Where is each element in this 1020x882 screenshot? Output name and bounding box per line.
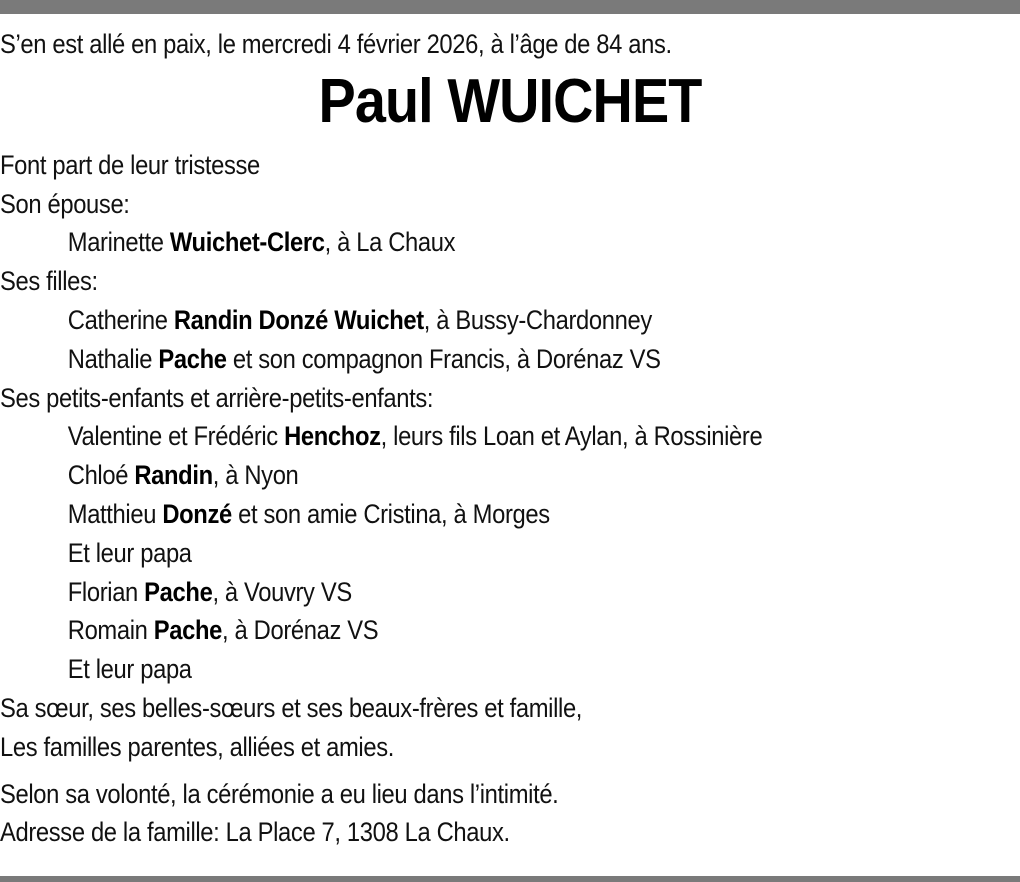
top-rule bbox=[0, 0, 1020, 14]
grandchild-entry: Florian Pache, à Vouvry VS bbox=[67, 576, 352, 607]
grandchild-entry: Matthieu Donzé et son amie Cristina, à Morges bbox=[67, 498, 550, 529]
deceased-name: Paul WUICHET bbox=[318, 66, 702, 136]
grandchild-entry: Romain Pache, à Dorénaz VS bbox=[67, 615, 379, 646]
spouse-label: Son épouse: bbox=[0, 188, 130, 219]
announce-text: Font part de leur tristesse bbox=[0, 149, 260, 180]
sister-line: Sa sœur, ses belles-sœurs et ses beaux-frères et famille, bbox=[0, 692, 583, 723]
grandchild-entry: Chloé Randin, à Nyon bbox=[67, 460, 299, 491]
obituary-notice bbox=[0, 25, 1020, 852]
grandchildren-label: Ses petits-enfants et arrière-petits-enfants: bbox=[0, 382, 434, 413]
spouse-entry: Marinette Wuichet-Clerc, à La Chaux bbox=[67, 227, 456, 258]
daughter-entry: Catherine Randin Donzé Wuichet, à Bussy-Chardonney bbox=[67, 304, 652, 335]
spacer bbox=[0, 767, 1020, 775]
daughters-label: Ses filles: bbox=[0, 266, 98, 297]
daughter-entry: Nathalie Pache et son compagnon Francis, à Dorénaz VS bbox=[67, 343, 661, 374]
ceremony-line: Selon sa volonté, la cérémonie a eu lieu dans l’intimité. bbox=[0, 778, 559, 809]
grandchild-entry: Et leur papa bbox=[67, 537, 192, 568]
families-line: Les familles parentes, alliées et amies. bbox=[0, 731, 395, 762]
bottom-rule bbox=[0, 876, 1020, 882]
grandchild-entry: Valentine et Frédéric Henchoz, leurs fils Loan et Aylan, à Rossinière bbox=[67, 421, 763, 452]
intro-text: S’en est allé en paix, le mercredi 4 février 2026, à l’âge de 84 ans. bbox=[0, 29, 672, 59]
grandchild-entry: Et leur papa bbox=[67, 654, 192, 685]
address-line: Adresse de la famille: La Place 7, 1308 La Chaux. bbox=[0, 817, 510, 848]
